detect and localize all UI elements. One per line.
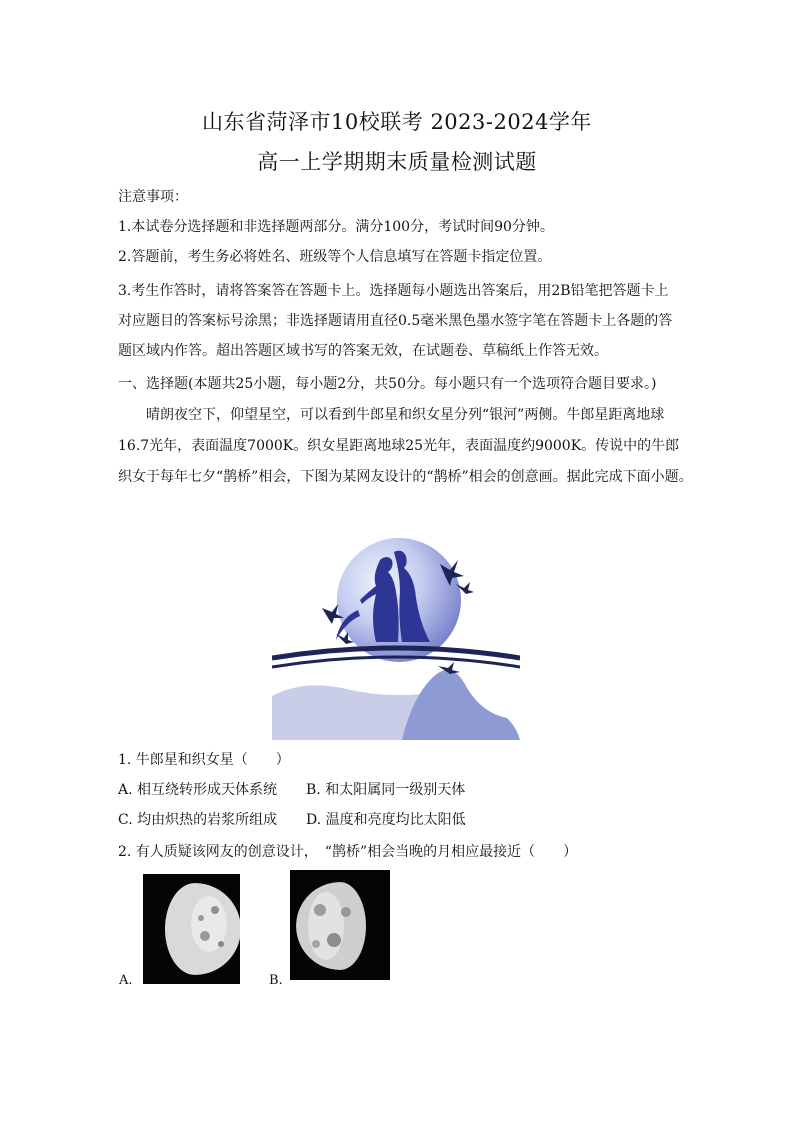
section-1-heading: 一、选择题(本题共25小题，每小题2分，共50分。每小题只有一个选项符合题目要求。) — [118, 376, 657, 392]
magpie-bridge-illustration — [272, 538, 520, 740]
title-line-2: 高一上学期期末质量检测试题 — [257, 150, 537, 174]
q2-option-a-label: A. — [119, 973, 133, 988]
q1-option-c: C. 均由炽热的岩浆所组成 — [118, 812, 278, 828]
moon-phase-image-a — [143, 874, 240, 984]
dark-hill — [402, 670, 520, 740]
q2-option-b-label: B. — [269, 973, 283, 988]
bridge-arch-inner — [272, 657, 520, 667]
q2-stem: 2. 有人质疑该网友的创意设计， “鹊桥”相会当晚的月相应最接近（ ） — [118, 844, 578, 860]
passage-line-2: 16.7光年，表面温度7000K。织女星距离地球25光年，表面温度约9000K。传说中的牛郎 — [118, 438, 680, 454]
moon-phase-image-b — [290, 870, 390, 980]
notice-item-3-line-1: 3.考生作答时，请将答案答在答题卡上。选择题每小题选出答案后，用2B铅笔把答题卡上 — [118, 283, 669, 299]
notice-item-2: 2.答题前，考生务必将姓名、班级等个人信息填写在答题卡指定位置。 — [118, 249, 552, 265]
q1-option-d: D. 温度和亮度均比太阳低 — [306, 812, 466, 828]
notice-item-1: 1.本试卷分选择题和非选择题两部分。满分100分，考试时间90分钟。 — [118, 219, 554, 235]
q1-stem: 1. 牛郎星和织女星（ ） — [118, 752, 290, 768]
passage-line-3: 织女于每年七夕“鹊桥”相会，下图为某网友设计的“鹊桥”相会的创意画。据此完成下面小题。 — [118, 469, 693, 485]
q1-option-a: A. 相互绕转形成天体系统 — [118, 782, 278, 798]
moon-phase-b-svg — [290, 870, 390, 980]
moon-phase-a-svg — [143, 874, 240, 984]
notice-item-3-line-3: 题区域内作答。超出答题区域书写的答案无效，在试题卷、草稿纸上作答无效。 — [118, 343, 608, 359]
light-hill — [272, 685, 422, 740]
q1-option-b: B. 和太阳属同一级别天体 — [306, 782, 466, 798]
notice-heading: 注意事项： — [118, 189, 188, 205]
passage-line-1: 晴朗夜空下，仰望星空，可以看到牛郎星和织女星分列“银河”两侧。牛郎星距离地球 — [146, 407, 665, 423]
title-line-1: 山东省菏泽市10校联考 2023-2024学年 — [202, 110, 592, 134]
notice-item-3-line-2: 对应题目的答案标号涂黑；非选择题请用直径0.5毫米黑色墨水签字笔在答题卡上各题的答 — [118, 313, 673, 329]
